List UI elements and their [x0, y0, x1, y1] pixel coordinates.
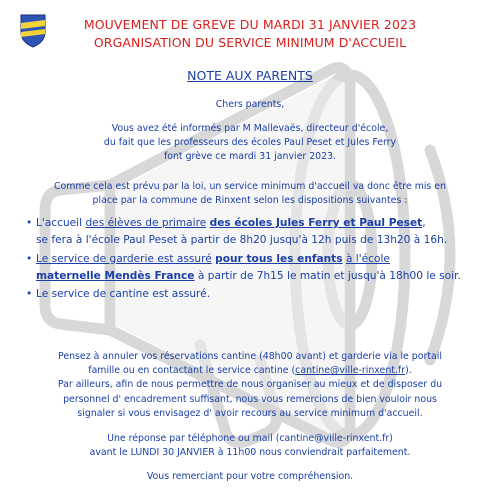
list-item-garderie: [26, 251, 484, 286]
cancel-line: [10, 364, 490, 378]
law-paragraph: [10, 180, 490, 208]
cancel-line: Pensez à annuler vos réservations cantine (48h00 avant) et garderie via le portail: [58, 351, 442, 362]
law-line: place par la commune de Rinxent selon les dispositions suivantes :: [92, 195, 408, 207]
greeting: Chers parents,: [215, 99, 285, 110]
cancel-line: signaler si vous envisagez d' avoir recours au service minimum d'accueil.: [77, 407, 423, 419]
email-link[interactable]: cantine@ville-rinxent.fr: [295, 365, 406, 377]
text: ,: [422, 217, 426, 229]
title-line-1: MOUVEMENT DE GREVE DU MARDI 31 JANVIER 2023: [83, 17, 417, 32]
text: à partir de 7h15 le matin et jusqu'à 18h00 le soir.: [194, 269, 461, 282]
text: à l'école: [345, 252, 390, 265]
intro-line: du fait que les professeurs des écoles Paul Peset et Jules Ferry: [103, 137, 397, 149]
town-crest-icon: [20, 14, 46, 48]
cancel-paragraph: [10, 350, 490, 421]
text: Le service de garderie est assuré: [36, 252, 212, 265]
list-item-cantine: • Le service de cantine est assuré.: [26, 286, 484, 303]
dispositions-list: [26, 215, 484, 304]
law-line: Comme cela est prévu par la loi, un service minimum d'accueil va donc être mis en: [53, 181, 447, 192]
intro-paragraph: [10, 122, 490, 165]
intro-line: font grève ce mardi 31 janvier 2023.: [163, 151, 337, 163]
text: famille ou en contactant le service cantine (: [88, 365, 296, 377]
text: maternelle Mendès France: [36, 269, 195, 282]
intro-line: Vous avez été informés par M Mallevaës, directeur d'école,: [111, 123, 389, 134]
title-line-2: ORGANISATION DU SERVICE MINIMUM D'ACCUEIL: [93, 35, 407, 50]
reply-paragraph: [10, 432, 490, 460]
note-title: NOTE AUX PARENTS: [187, 68, 313, 83]
cancel-line: personnel d' encadrement suffisant, nous vous remercions de bien vouloir nous: [63, 393, 437, 405]
cancel-line: Par ailleurs, afin de nous permettre de nous organiser au mieux et de disposer du: [57, 379, 443, 391]
text: se fera à l'école Paul Peset à partir de 8h20 jusqu'à 12h puis de 13h20 à 16h.: [36, 234, 448, 247]
text: L'accueil: [36, 217, 86, 229]
text: des élèves de primaire: [85, 217, 207, 229]
thanks: Vous remerciant pour votre compréhension.: [146, 471, 354, 482]
reply-line: avant le LUNDI 30 JANVIER à 11h00 nous conviendrait parfaitement.: [89, 447, 411, 459]
text: ).: [405, 365, 412, 377]
text: des écoles Jules Ferry et Paul Peset: [209, 217, 423, 229]
list-item-accueil: [26, 215, 484, 250]
text: pour tous les enfants: [215, 252, 343, 265]
reply-line: Une réponse par téléphone ou mail (cantine@ville-rinxent.fr): [107, 433, 393, 444]
